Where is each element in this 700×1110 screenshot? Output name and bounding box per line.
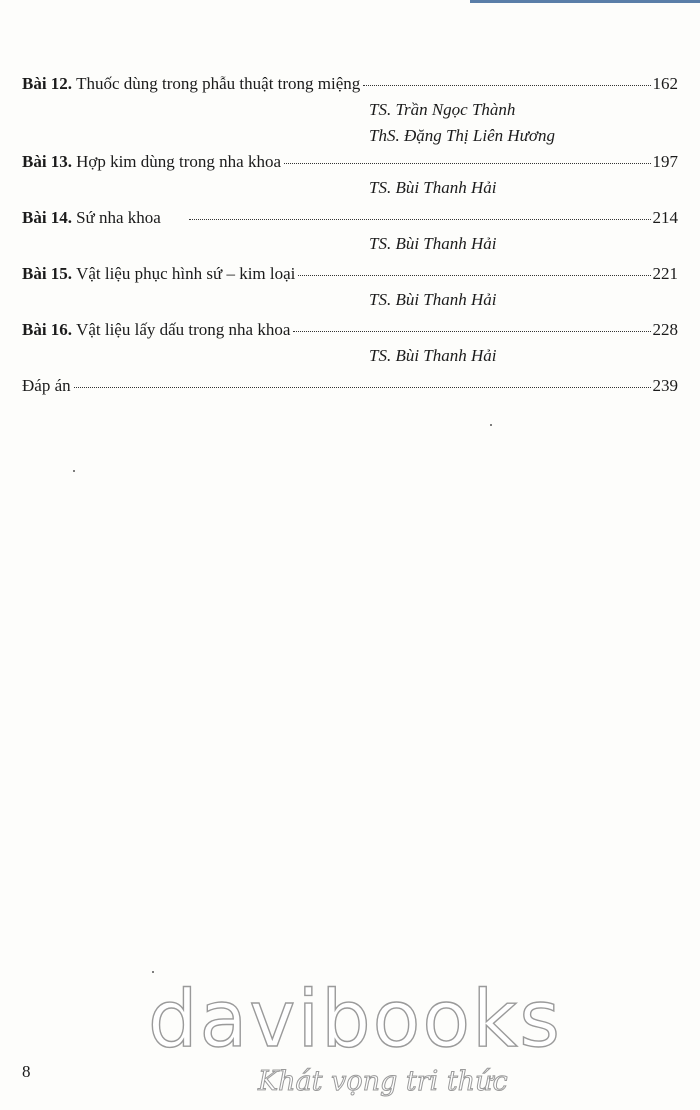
- print-speck: [490, 424, 492, 426]
- toc-entry: [22, 152, 678, 178]
- page-number: 8: [22, 1062, 31, 1081]
- toc-entry: [22, 264, 678, 290]
- toc-entry: [22, 320, 678, 346]
- page-ref: 239: [652, 376, 678, 395]
- page-ref: 162: [652, 74, 678, 93]
- author-line: TS. Bùi Thanh Hải: [369, 290, 497, 309]
- lesson-title: Sứ nha khoa: [76, 208, 161, 227]
- dot-leader: [293, 331, 650, 332]
- lesson-title: Hợp kim dùng trong nha khoa: [76, 152, 282, 171]
- answers-title: Đáp án: [22, 376, 71, 395]
- toc-entry-answers: [22, 376, 678, 402]
- page-ref: 221: [652, 264, 678, 283]
- lesson-number: Bài 16.: [22, 320, 73, 339]
- dot-leader: [284, 163, 650, 164]
- author-line: TS. Bùi Thanh Hải: [369, 178, 497, 197]
- table-of-contents: [22, 74, 678, 402]
- page-ref: 197: [652, 152, 678, 171]
- page-ref: 228: [652, 320, 678, 339]
- dot-leader: [298, 275, 650, 276]
- author-line: TS. Bùi Thanh Hải: [369, 234, 497, 253]
- author-line: TS. Trần Ngọc Thành: [369, 100, 516, 119]
- lesson-number: Bài 12.: [22, 74, 73, 93]
- top-edge-rule: [470, 0, 700, 3]
- lesson-number: Bài 15.: [22, 264, 73, 283]
- dot-leader: [74, 387, 651, 388]
- lesson-title: Thuốc dùng trong phẫu thuật trong miệng: [76, 74, 361, 93]
- toc-entry: [22, 74, 678, 100]
- lesson-number: Bài 13.: [22, 152, 73, 171]
- page-ref: 214: [652, 208, 678, 227]
- dot-leader: [189, 219, 651, 220]
- watermark-brand: davibooks: [148, 975, 562, 1065]
- toc-entry: [22, 208, 678, 234]
- dot-leader: [363, 85, 650, 86]
- lesson-number: Bài 14.: [22, 208, 73, 227]
- print-speck: [152, 971, 154, 973]
- author-line: ThS. Đặng Thị Liên Hương: [369, 126, 556, 145]
- watermark-tagline: Khát vọng tri thức: [258, 1066, 508, 1097]
- lesson-title: Vật liệu lấy dấu trong nha khoa: [76, 320, 291, 339]
- print-speck: [73, 470, 75, 472]
- author-line: TS. Bùi Thanh Hải: [369, 346, 497, 365]
- lesson-title: Vật liệu phục hình sứ – kim loại: [76, 264, 296, 283]
